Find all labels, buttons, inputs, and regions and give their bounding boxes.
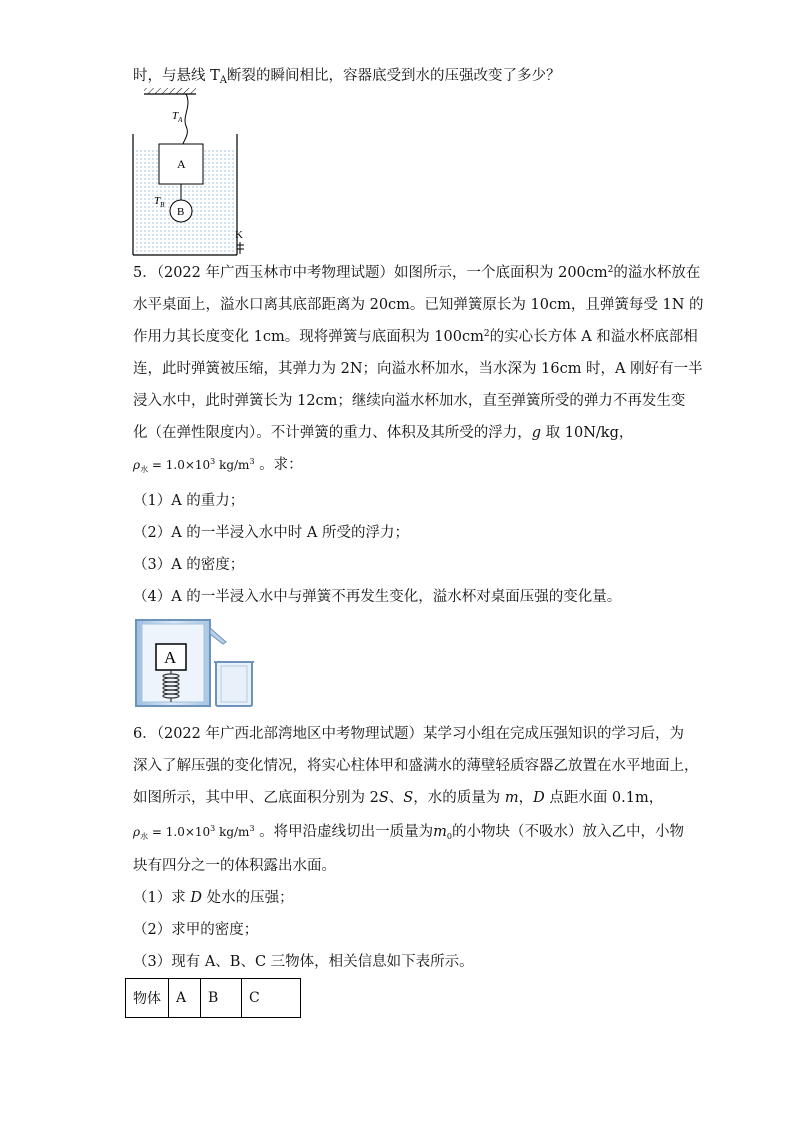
figure-overflow-cup (134, 618, 264, 708)
label-k: K (235, 229, 243, 241)
q6-line-3: 如图所示，其中甲、乙底面积分别为 2S、S，水的质量为 m，D 点距水面 0.1m， (133, 790, 664, 806)
q5-line-5: 浸入水中，此时弹簧长为 12cm；继续向溢水杯加水，直至弹簧所受的弹力不再发生变 (133, 393, 686, 409)
q5-line-4: 连，此时弹簧被压缩，其弹力为 2N；向溢水杯加水，当水深为 16cm 时，A 刚好有一半 (133, 361, 703, 377)
q5-line-1: 5．（2022 年广西玉林市中考物理试题）如图所示，一个底面积为 $200cm^2$的溢水杯放在 (133, 265, 701, 281)
q5-line-2: 水平桌面上，溢水口离其底部距离为 20cm。已知弹簧原长为 10cm，且弹簧每受 1N 的 (133, 297, 704, 313)
label-ta: $T_A$ (172, 110, 183, 124)
q5-item-3: （3）A 的密度； (133, 557, 245, 573)
q6-item-2: （2）求甲的密度； (133, 922, 259, 938)
table-cell-c: C (242, 979, 301, 1018)
q5-line-6: 化（在弹性限度内）。不计弹簧的重力、体积及其所受的浮力，g 取 10N/kg， (133, 425, 634, 441)
q6-line-4: $\rho_水 = 1.0\times 10^3$ $kg/m^3$ 。将甲沿虚线切出一质量为$m_0$的小物块（不吸水）放入乙中，小物 (133, 824, 684, 841)
q5-item-1: （1）A 的重力； (133, 493, 245, 509)
label-tb: $T_B$ (154, 195, 165, 209)
q6-line-5: 块有四分之一的体积露出水面。 (133, 858, 336, 874)
q6-line-2: 深入了解压强的变化情况，将实心柱体甲和盛满水的薄壁轻质容器乙放置在水平地面上， (133, 758, 699, 774)
objects-table (125, 978, 301, 1018)
table-row (126, 979, 301, 1018)
q5-item-2: （2）A 的一半浸入水中时 A 所受的浮力； (133, 525, 409, 541)
label-a: A (177, 157, 186, 171)
q5-density-line: $\rho_水 = 1.0\times 10^3$ $kg/m^3$ 。求： (133, 457, 303, 474)
q4-tail-line: 时，与悬线 $T_A$断裂的瞬间相比，容器底受到水的压强改变了多少？ (133, 68, 561, 86)
string-ta (183, 94, 188, 144)
figure-hanging-blocks (120, 86, 260, 258)
ceiling-hatch (144, 88, 196, 94)
q6-item-1: （1）求 D 处水的压强； (133, 890, 294, 906)
q5-item-4: （4）A 的一半浸入水中与弹簧不再发生变化，溢水杯对桌面压强的变化量。 (133, 589, 622, 605)
q5-line-3: 作用力其长度变化 1cm。现将弹簧与底面积为 $100cm^2$的实心长方体 A 和溢水杯底部相 (133, 329, 698, 345)
q6-line-1: 6．（2022 年广西北部湾地区中考物理试题）某学习小组在完成压强知识的学习后，为 (133, 726, 684, 742)
label-a-fig2: A (164, 648, 177, 667)
q6-item-3: （3）现有 A、B、C 三物体，相关信息如下表所示。 (133, 954, 474, 970)
table-cell-a: A (169, 979, 201, 1018)
label-b: B (177, 206, 185, 218)
table-cell-header: 物体 (126, 979, 169, 1018)
table-cell-b: B (201, 979, 242, 1018)
overflow-spout (210, 628, 226, 644)
